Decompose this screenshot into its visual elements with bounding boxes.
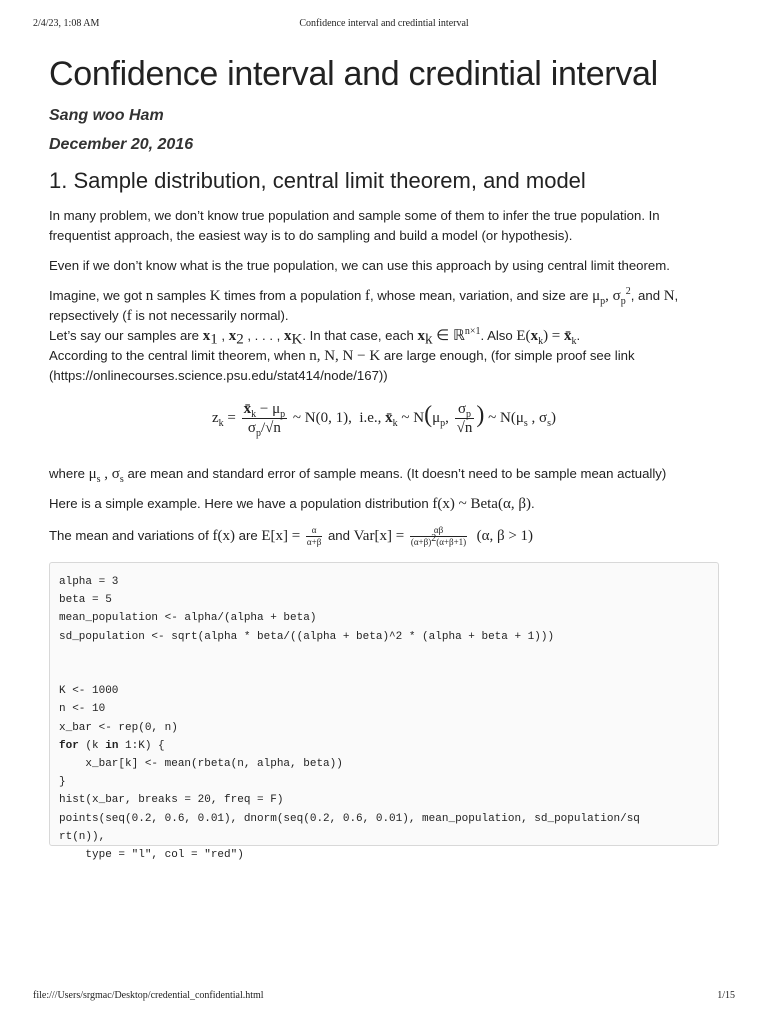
clt-equation: $z_k$ = $\frac{x̄_k - \mu_p}{\sigma_p/√n}$ ~ N(0, 1), i.e., $x̄_k$ ~ $N(\mu_p$, $\frac{\sigma_p}{√n}$ ) ~ $N(\mu_s$ , $\sigma_s$) <box>211 401 557 439</box>
code-line: type = "l", col = "red") <box>59 849 244 862</box>
print-title: Confidence interval and credintial interval <box>299 18 469 29</box>
paragraph-where: where $\mu_s$ , $\sigma_s$ are mean and standard error of sample means. (It doesn’t need to be sample mean actually) <box>49 466 667 485</box>
paragraph-clt: Even if we don’t know what is the true population, we can use this approach by using central limit theorem. <box>49 258 670 273</box>
section-heading: 1. Sample distribution, central limit theorem, and model <box>49 168 586 193</box>
code-line: for (k in 1:K) { <box>59 739 165 752</box>
code-line <box>59 664 709 682</box>
code-line: points(seq(0.2, 0.6, 0.01), dnorm(seq(0.2, 0.6, 0.01), mean_population, sd_population/sq <box>59 812 640 825</box>
code-block <box>49 562 719 862</box>
page-number: 1/15 <box>717 990 735 1001</box>
paragraph-example: Here is a simple example. Here we have a population distribution f(x) ~ Beta(α, β). <box>49 496 535 512</box>
code-listing <box>59 573 709 864</box>
code-line: x_bar <- rep(0, n) <box>59 721 178 734</box>
code-line: n <- 10 <box>59 703 106 716</box>
paragraph-mean-var: The mean and variations of f(x) are E[x] = $\frac{\alpha}{\alpha+\beta}$ and Var[x] = $\frac{\alpha\beta}{(\alpha+\beta)^2(\alpha+\beta+1)}$ (α, β > 1) <box>49 525 534 548</box>
code-line: mean_population <- alpha/(alpha + beta) <box>59 612 317 625</box>
document-body <box>49 55 719 862</box>
page-title: Confidence interval and credintial interval <box>49 55 658 93</box>
code-line: rt(n)), <box>59 830 106 843</box>
code-line: K <- 1000 <box>59 685 119 698</box>
print-datetime: 2/4/23, 1:08 AM <box>33 18 100 29</box>
paragraph-setup: Imagine, we got n samples K times from a population f, whose mean, variation, and size are $\mu_p$, $\sigma_p^2$, and N, repsectively (f is not necessarily normal). Let’s say our samples are $x_1$ , $x_2$ , . . . , $x_K$. In that case, each $x_k$ ∈ ℝ$^{n\times 1}$. Also $E(x_k)$ = $x̄_k$. According to the central limit theorem, when n, N, N − K are large enough, (for simple proof see link (https://onlinecourses.science.psu.edu/stat414/node/167)) <box>49 286 679 383</box>
code-line: } <box>59 776 66 789</box>
print-footer <box>33 990 735 1004</box>
author: Sang woo Ham <box>49 107 164 124</box>
paragraph-intro: In many problem, we don’t know true population and sample some of them to infer the true population. In frequentist approach, the easiest way is to do sampling and build a model (or hypothesis). <box>49 208 660 243</box>
code-line: alpha = 3 <box>59 576 119 589</box>
code-line: beta = 5 <box>59 594 112 607</box>
print-header <box>33 18 735 32</box>
code-line: hist(x_bar, breaks = 20, freq = F) <box>59 794 284 807</box>
code-line: x_bar[k] <- mean(rbeta(n, alpha, beta)) <box>59 758 343 771</box>
code-line: sd_population <- sqrt(alpha * beta/((alpha + beta)^2 * (alpha + beta + 1))) <box>59 630 555 643</box>
code-line <box>59 646 709 664</box>
date: December 20, 2016 <box>49 136 194 153</box>
file-path: file:///Users/srgmac/Desktop/credential_confidential.html <box>33 990 264 1001</box>
